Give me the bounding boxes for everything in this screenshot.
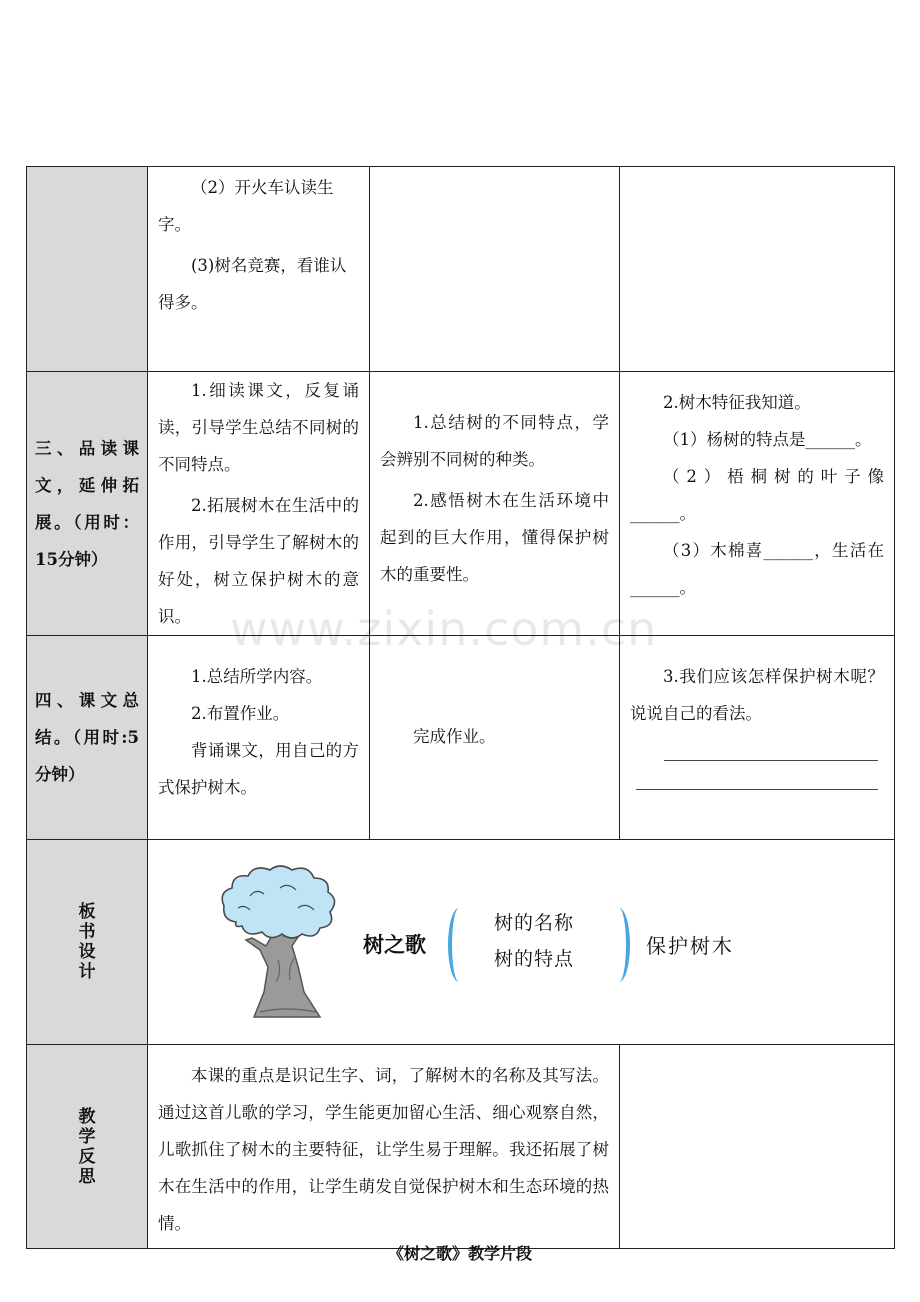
- right-bracket: [608, 908, 630, 982]
- table-row-reflection: [27, 1045, 895, 1249]
- watermark: www.zixin.com.cn: [230, 602, 658, 656]
- board-title: 树之歌: [363, 932, 426, 957]
- answer-line: [636, 761, 878, 790]
- table-row-continuation: [27, 167, 895, 372]
- practice-text: （1）杨树的特点是______。: [663, 430, 872, 449]
- board-item: 树的名称: [494, 912, 575, 934]
- stage-cell-empty: [27, 167, 148, 372]
- stage-label: 四、课文总结。（用时:5分钟）: [27, 636, 148, 840]
- student-text: 完成作业。: [413, 727, 496, 746]
- board-item: 树的特点: [494, 948, 575, 970]
- teacher-text: 1.细读课文，反复诵读，引导学生总结不同树的不同特点。: [158, 381, 359, 474]
- student-text: 2.感悟树木在生活环境中起到的巨大作用，懂得保护树木的重要性。: [380, 491, 609, 584]
- student-cell: [370, 372, 620, 636]
- board-label: [27, 840, 148, 1045]
- practice-text: 2.树木特征我知道。: [663, 393, 811, 412]
- practice-cell: [620, 167, 895, 372]
- stage-label: 三、品读课文，延伸拓展。（用时：15分钟）: [27, 372, 148, 636]
- teacher-text: 2.布置作业。: [191, 704, 290, 723]
- teacher-cell: [148, 372, 370, 636]
- board-label-text: 板书设计: [78, 902, 96, 982]
- board-conclusion: 保护树木: [646, 934, 734, 958]
- teacher-text: 1.总结所学内容。: [191, 667, 323, 686]
- practice-cell: [620, 372, 895, 636]
- table-row-board: [27, 840, 895, 1045]
- teacher-cell: [148, 636, 370, 840]
- student-cell: [370, 167, 620, 372]
- reflection-text: 本课的重点是识记生字、词，了解树木的名称及其写法。通过这首儿歌的学习，学生能更加留心生活、细心观察自然，儿歌抓住了树木的主要特征，让学生易于理解。我还拓展了树木在生活中的作用，让学生萌发自觉保护树木和生态环境的热情。: [158, 1066, 609, 1233]
- student-text: 1.总结树的不同特点，学会辨别不同树的种类。: [380, 413, 609, 469]
- practice-text: （3）木棉喜______，生活在______。: [630, 541, 884, 597]
- footer-caption: 《树之歌》教学片段: [387, 1244, 532, 1263]
- left-bracket: [448, 908, 470, 982]
- tree-illustration: [216, 862, 356, 1022]
- reflection-cell: [148, 1045, 620, 1249]
- practice-cell: [620, 636, 895, 840]
- reflection-label-text: 教学反思: [78, 1106, 96, 1187]
- table-row-stage-3: [27, 372, 895, 636]
- teacher-cell: [148, 167, 370, 372]
- board-design: [148, 840, 895, 1045]
- student-cell: [370, 636, 620, 840]
- reflection-empty-cell: [620, 1045, 895, 1249]
- answer-line: [664, 732, 878, 761]
- teacher-text: 2.拓展树木在生活中的作用，引导学生了解树木的好处，树立保护树木的意识。: [158, 496, 359, 626]
- practice-text: 3.我们应该怎样保护树木呢？说说自己的看法。: [630, 667, 884, 723]
- reflection-label: [27, 1045, 148, 1249]
- lesson-plan-table: [26, 166, 895, 1249]
- practice-text: （2）梧桐树的叶子像______。: [630, 467, 884, 523]
- teacher-text: （2）开火车认读生字。: [158, 178, 334, 234]
- teacher-text: (3)树名竞赛，看谁认得多。: [158, 256, 347, 312]
- teacher-text: 背诵课文，用自己的方式保护树木。: [158, 741, 359, 797]
- table-row-stage-4: [27, 636, 895, 840]
